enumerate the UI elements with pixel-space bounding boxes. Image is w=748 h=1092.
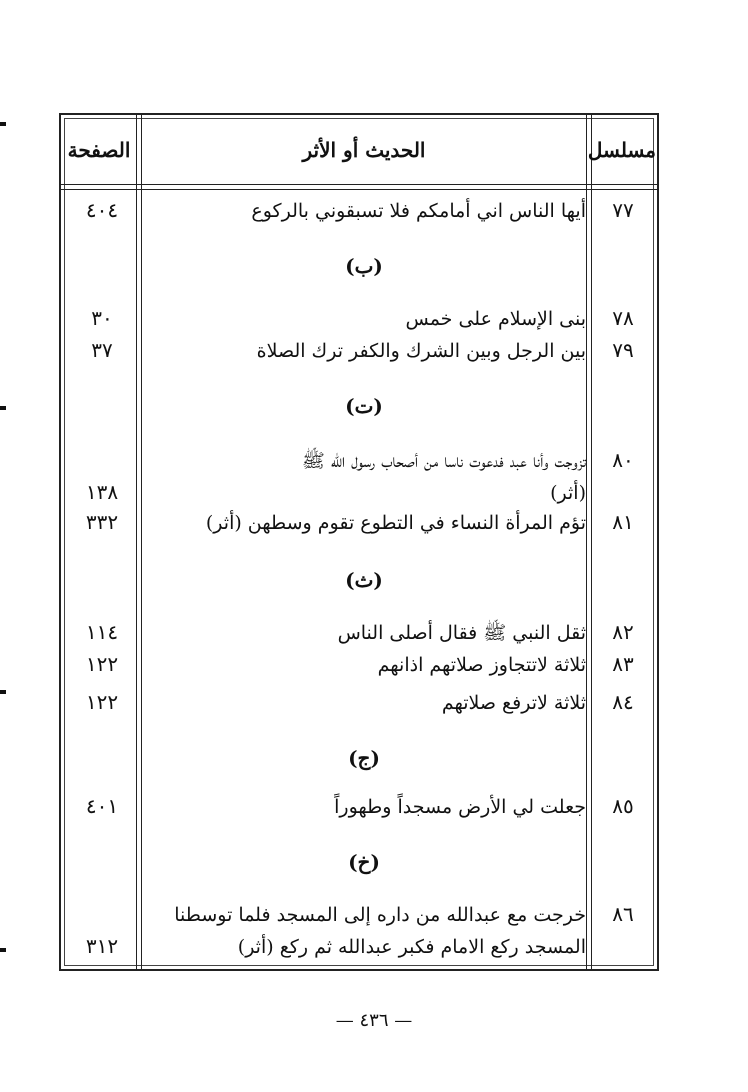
scan-edge-mark <box>0 122 6 126</box>
hadith-text: ثلاثة لاتتجاوز صلاتهم اذانهم <box>377 654 586 676</box>
page-number: ٣١٢ <box>85 934 119 958</box>
serial-number: ٧٧ <box>612 198 634 222</box>
page-number: ١٢٢ <box>85 652 119 676</box>
page-footer-number: — ٤٣٦ — <box>335 1010 413 1031</box>
page-number: ١١٤ <box>85 620 119 644</box>
hadith-text-line-2: (أثر) <box>550 482 586 504</box>
hadith-text: أيها الناس اني أمامكم فلا تسبقوني بالركوع <box>251 200 586 222</box>
hadith-text: تؤم المرأة النساء في التطوع تقوم وسطهن (أثر) <box>205 512 586 534</box>
hadith-text: بنى الإسلام على خمس <box>405 308 586 330</box>
serial-number: ٨٣ <box>612 652 634 676</box>
header-page: الصفحة <box>67 138 131 162</box>
header-serial: مسلسل <box>587 138 656 162</box>
page-number: ٣٧ <box>91 338 113 362</box>
hadith-text: ثقل النبي ﷺ فقال أصلى الناس <box>337 622 586 644</box>
header-hadith: الحديث أو الأثر <box>302 138 426 162</box>
scan-edge-mark <box>0 948 6 952</box>
hadith-text-line-2: المسجد ركع الامام فكبر عبدالله ثم ركع (أثر) <box>237 936 586 958</box>
section-letter: (خ) <box>348 850 380 874</box>
page-number: ١٣٨ <box>85 480 119 504</box>
section-letter: (ج) <box>348 746 380 770</box>
serial-number: ٨٥ <box>612 794 634 818</box>
section-letter: (ت) <box>345 394 383 418</box>
section-letter: (ب) <box>345 254 383 278</box>
hadith-text-line-1: تزوجت وأنا عبد فدعوت ناسا من أصحاب رسول الله ﷺ <box>301 450 586 472</box>
page-number: ٤٠١ <box>85 794 119 818</box>
serial-number: ٨٢ <box>612 620 634 644</box>
serial-number: ٨٦ <box>612 902 634 926</box>
serial-number: ٨١ <box>612 510 634 534</box>
scan-edge-mark <box>0 406 6 410</box>
hadith-text-line-1: خرجت مع عبدالله من داره إلى المسجد فلما توسطنا <box>174 904 586 926</box>
page-number: ٤٠٤ <box>85 198 119 222</box>
hadith-text: ثلاثة لاترفع صلاتهم <box>441 692 586 714</box>
page-number: ١٢٢ <box>85 690 119 714</box>
section-letter: (ث) <box>345 568 383 592</box>
serial-number: ٨٤ <box>612 690 634 714</box>
serial-number: ٧٨ <box>612 306 634 330</box>
hadith-text: جعلت لي الأرض مسجداً وطهوراً <box>334 796 586 818</box>
hadith-text: بين الرجل وبين الشرك والكفر ترك الصلاة <box>256 340 586 362</box>
serial-number: ٧٩ <box>612 338 634 362</box>
scan-edge-mark <box>0 690 6 694</box>
page-number: ٣٣٢ <box>85 510 119 534</box>
serial-number: ٨٠ <box>612 448 634 472</box>
page-number: ٣٠ <box>91 306 113 330</box>
